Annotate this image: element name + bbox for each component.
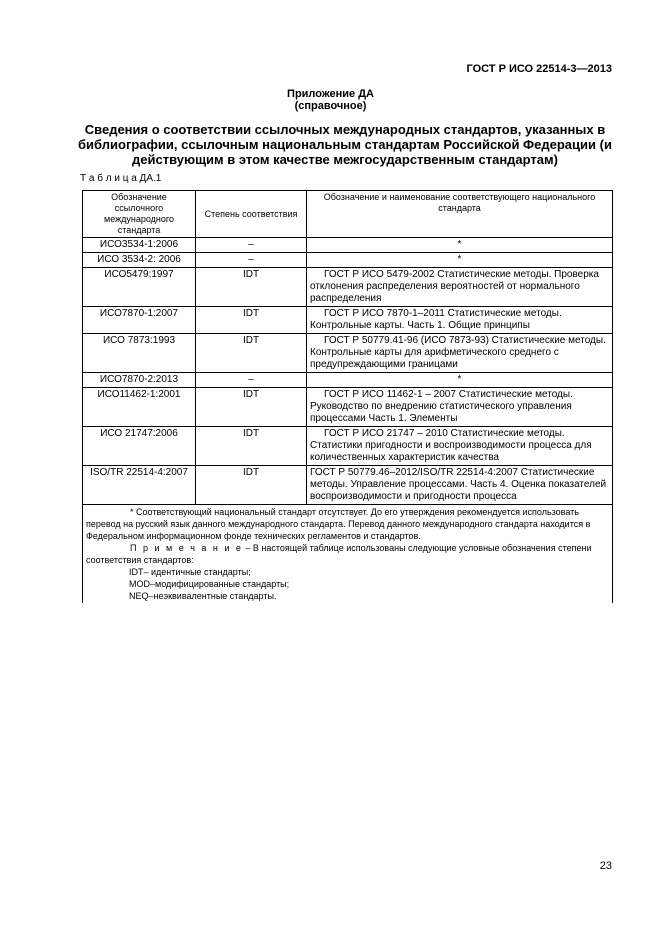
- cell-intl: ИСО 21747:2006: [83, 427, 196, 466]
- cell-intl: ISO/TR 22514-4:2007: [83, 466, 196, 505]
- legend-item: NEQ–неэквивалентные стандарты.: [129, 591, 277, 601]
- cell-intl: ИСО5479:1997: [83, 268, 196, 307]
- annex-title: Приложение ДА: [287, 88, 374, 100]
- cell-intl: ИСО 3534-2: 2006: [83, 253, 196, 268]
- notes-row: [83, 505, 613, 604]
- cell-national: ГОСТ Р 50779.46–2012/ISO/TR 22514-4:2007 Статистические методы. Управление процессами. Часть 4. Оценка показателей воспроизводимости и пригодности процесса: [307, 466, 613, 505]
- legend-item: MOD–модифицированные стандарты;: [129, 579, 290, 589]
- cell-degree: IDT: [196, 427, 307, 466]
- table-row: [83, 427, 613, 466]
- legend-item: IDT– идентичные стандарты;: [129, 567, 251, 577]
- cell-national: ГОСТ Р ИСО 21747 – 2010 Статистические методы. Статистики пригодности и воспроизводимости процесса для количественных характеристик качества: [307, 427, 613, 466]
- table-row: [83, 307, 613, 334]
- footnote: * Соответствующий национальный стандарт отсутствует. До его утверждения рекомендуется использовать перевод на русский язык данного международного стандарта. Перевод данного международного стандарта находится в Федеральном информационном фонде технических регламентов и стандартов.: [86, 507, 591, 541]
- cell-national: ГОСТ Р ИСО 11462-1 – 2007 Статистические методы. Руководство по внедрению статистического управления процессами Часть 1. Элементы: [307, 388, 613, 427]
- cell-intl: ИСО 7873:1993: [83, 334, 196, 373]
- note-text: – В настоящей таблице использованы следующие условные обозначения степени соответствия стандартов:: [86, 543, 592, 565]
- cell-degree: IDT: [196, 307, 307, 334]
- table-row: [83, 334, 613, 373]
- col-header-national: Обозначение и наименование соответствующего национального стандарта: [307, 191, 613, 238]
- cell-national: *: [307, 253, 613, 268]
- cell-national: *: [307, 238, 613, 253]
- cell-intl: ИСО7870-2:2013: [83, 373, 196, 388]
- table-label: Т а б л и ц а ДА.1: [80, 173, 162, 184]
- table-row: [83, 238, 613, 253]
- col-header-degree: Степень соответствия: [196, 191, 307, 238]
- table-row: [83, 268, 613, 307]
- cell-degree: IDT: [196, 388, 307, 427]
- cell-degree: IDT: [196, 466, 307, 505]
- cell-national: ГОСТ Р ИСО 5479-2002 Статистические методы. Проверка отклонения распределения вероятностей от нормального распределения: [307, 268, 613, 307]
- section-title: Сведения о соответствии ссылочных международных стандартов, указанных в библиографии, ссылочным национальным стандартам Российской Федерации (и действующим в этом качестве межгосударственным стандартам): [78, 122, 612, 167]
- cell-national: ГОСТ Р 50779.41-96 (ИСО 7873-93) Статистические методы. Контрольные карты для арифметического среднего с предупреждающими границами: [307, 334, 613, 373]
- document-number: ГОСТ Р ИСО 22514-3—2013: [466, 63, 612, 75]
- cell-intl: ИСО3534-1:2006: [83, 238, 196, 253]
- table-header-row: [83, 191, 613, 238]
- note-label: П р и м е ч а н и е: [130, 543, 243, 553]
- cell-degree: –: [196, 373, 307, 388]
- cell-degree: –: [196, 238, 307, 253]
- cell-national: ГОСТ Р ИСО 7870-1–2011 Статистические методы. Контрольные карты. Часть 1. Общие принципы: [307, 307, 613, 334]
- col-header-intl: Обозначение ссылочного международного стандарта: [83, 191, 196, 238]
- annex-subtitle: (справочное): [294, 100, 367, 112]
- table-row: [83, 388, 613, 427]
- cell-degree: IDT: [196, 334, 307, 373]
- cell-degree: IDT: [196, 268, 307, 307]
- table-notes: [83, 505, 613, 604]
- cell-intl: ИСО7870-1:2007: [83, 307, 196, 334]
- table-row: [83, 253, 613, 268]
- annex-heading: [0, 88, 661, 112]
- table-row: [83, 466, 613, 505]
- page-number: 23: [599, 860, 612, 872]
- correspondence-table: [82, 190, 613, 603]
- note: [86, 542, 609, 566]
- cell-degree: –: [196, 253, 307, 268]
- cell-intl: ИСО11462-1:2001: [83, 388, 196, 427]
- cell-national: *: [307, 373, 613, 388]
- table-row: [83, 373, 613, 388]
